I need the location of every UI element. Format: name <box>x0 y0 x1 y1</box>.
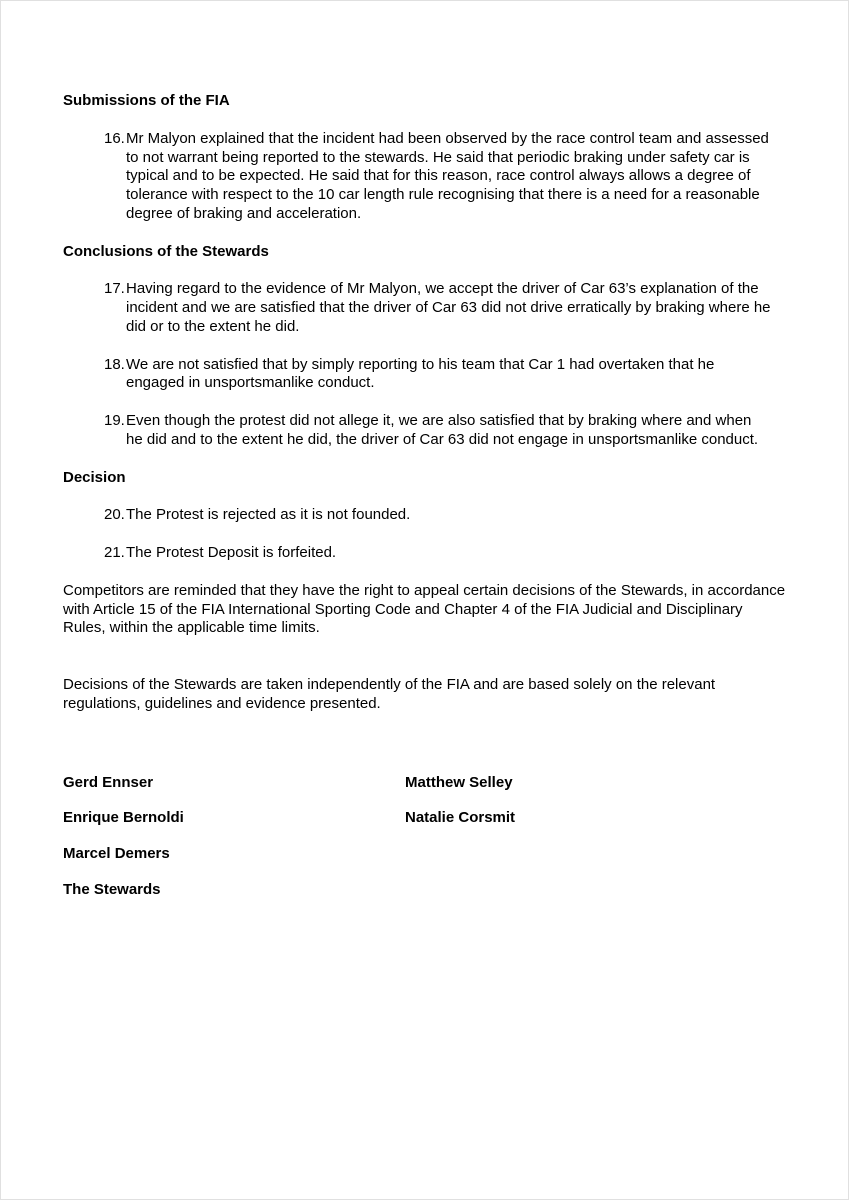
item-text: The Protest Deposit is forfeited. <box>126 544 337 561</box>
section-heading-decision: Decision <box>63 468 126 486</box>
item-text: We are not satisfied that by simply reporting to his team that Car 1 had overtaken that he engaged in unsportsmanlike conduct. <box>126 355 715 392</box>
section-decision <box>63 469 788 563</box>
numbered-paragraph-18 <box>63 356 788 394</box>
section-conclusions <box>63 243 788 450</box>
steward-name: Marcel Demers <box>63 845 170 862</box>
appeal-rights-paragraph: Competitors are reminded that they have the right to appeal certain decisions of the Stewards, in accordance with Article 15 of the FIA International Sporting Code and Chapter 4 of the FIA Judicial and Disciplinary Rules, within the applicable time limits. <box>63 581 786 637</box>
numbered-paragraph-17 <box>63 280 788 336</box>
section-heading-submissions: Submissions of the FIA <box>63 92 230 109</box>
item-text: Mr Malyon explained that the incident had been observed by the race control team and assessed to not warrant being reported to the stewards. He said that periodic braking under safety car is typical and to be expected. He said that for this reason, race control always allows a degree of tolerance with respect to the 10 car length rule recognising that there is a need for a reasonable degree of braking and acceleration. <box>126 129 769 222</box>
signature-row <box>63 845 788 864</box>
steward-name: Natalie Corsmit <box>405 809 516 827</box>
item-number: 18. <box>104 355 125 373</box>
independence-paragraph: Decisions of the Stewards are taken independently of the FIA and are based solely on the relevant regulations, guidelines and evidence presented. <box>63 676 716 712</box>
signature-row <box>63 809 788 828</box>
signature-row <box>63 881 788 900</box>
section-submissions <box>63 92 788 224</box>
item-text: Having regard to the evidence of Mr Malyon, we accept the driver of Car 63’s explanation of the incident and we are satisfied that the driver of Car 63 did not drive erratically by braking where he did or to the extent he did. <box>126 280 771 335</box>
item-number: 19. <box>104 412 125 429</box>
signature-row <box>63 774 788 793</box>
numbered-paragraph-16 <box>63 130 788 224</box>
numbered-paragraph-19 <box>63 412 788 450</box>
item-text: The Protest is rejected as it is not founded. <box>126 506 411 524</box>
steward-name: Enrique Bernoldi <box>63 809 184 827</box>
section-heading-conclusions: Conclusions of the Stewards <box>63 242 269 260</box>
item-number: 16. <box>104 129 125 147</box>
steward-name: Matthew Selley <box>405 773 513 791</box>
numbered-paragraph-20 <box>63 506 788 525</box>
item-number: 17. <box>104 280 125 298</box>
item-number: 20. <box>104 506 125 524</box>
signature-block <box>63 774 788 900</box>
item-number: 21. <box>104 544 125 561</box>
numbered-paragraph-21 <box>63 544 788 563</box>
item-text: Even though the protest did not allege it, we are also satisfied that by braking where and when he did and to the extent he did, the driver of Car 63 did not engage in unsportsmanlike conduct. <box>126 412 759 448</box>
signature-closing: The Stewards <box>63 880 161 898</box>
steward-name: Gerd Ennser <box>63 773 154 791</box>
